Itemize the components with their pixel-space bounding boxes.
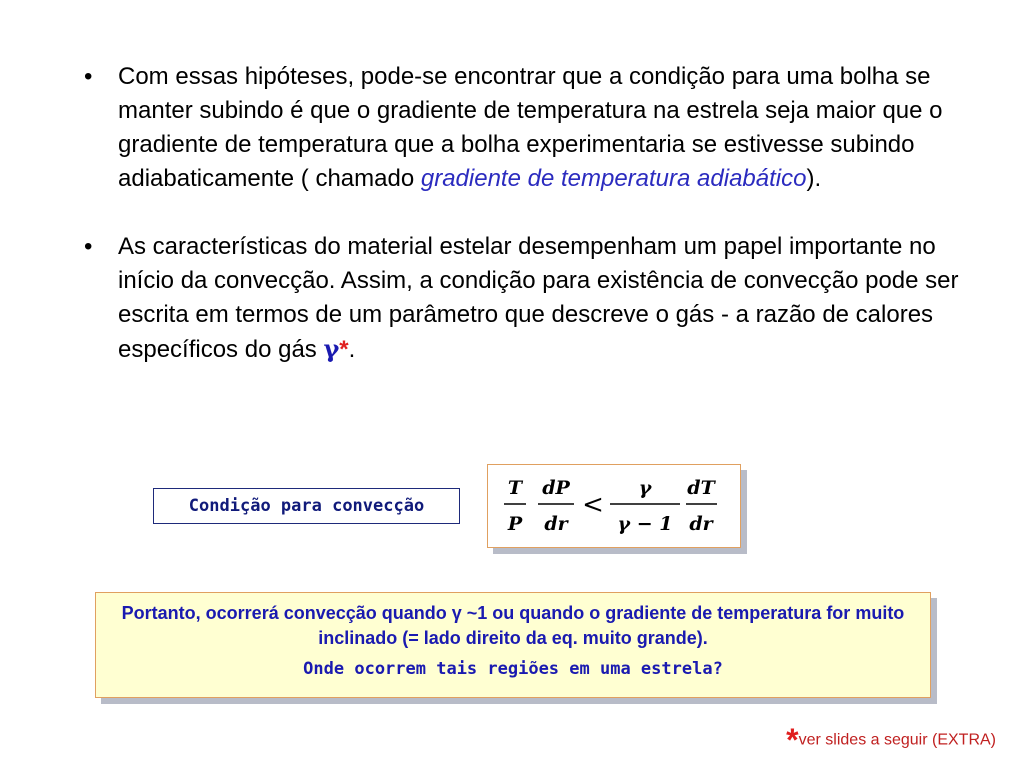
question-text: Onde ocorrem tais regiões em uma estrela? bbox=[303, 659, 723, 679]
conclusion-text: Portanto, ocorrerá convecção quando γ ~1 ou quando o gradiente de temperatura for muito inclinado (= lado direito da eq. muito grande). bbox=[121, 603, 905, 648]
footnote-text: ver slides a seguir (EXTRA) bbox=[798, 731, 996, 749]
eq-gamma-minus-1: γ − 1 bbox=[617, 513, 673, 535]
bullet-dot: • bbox=[84, 233, 93, 260]
gamma-symbol: γ bbox=[323, 334, 340, 363]
eq-less-than: < bbox=[582, 490, 604, 520]
bullet-tail: ). bbox=[806, 165, 822, 192]
eq-P: P bbox=[507, 513, 523, 535]
footnote bbox=[786, 722, 996, 759]
bullet-item-1 bbox=[84, 60, 974, 196]
eq-dT: dT bbox=[687, 477, 715, 499]
eq-dr: dr bbox=[544, 513, 568, 535]
eq-T: T bbox=[507, 477, 523, 499]
bullet-item-2 bbox=[84, 230, 974, 367]
bullet-text: Com essas hipóteses, pode-se encontrar que a condição para uma bolha se manter subindo é que o gradiente de temperatura na estrela seja maior que o gradiente de temperatura que a bolha experimentaria se estivesse subindo adiabaticamente ( chamado bbox=[118, 63, 943, 192]
emphasis-text: gradiente de temperatura adiabático bbox=[420, 165, 807, 192]
bullet-text: As características do material estelar desempenham um papel importante no início da convecção. Assim, a condição para existência de convecção pode ser escrita em termos de um parâmetro que descreve o gás - a razão de calores específicos do gás bbox=[118, 233, 959, 363]
bullet-list bbox=[84, 60, 974, 401]
eq-dP: dP bbox=[542, 477, 570, 499]
bullet-dot: • bbox=[84, 63, 93, 90]
conclusion-box bbox=[95, 592, 931, 698]
footnote-star-large: * bbox=[786, 722, 799, 758]
eq-gamma: γ bbox=[638, 477, 652, 499]
bullet-tail: . bbox=[348, 336, 356, 363]
footnote-star: * bbox=[339, 336, 349, 363]
eq-dr2: dr bbox=[689, 513, 713, 535]
condition-label: Condição para convecção bbox=[153, 488, 460, 524]
equation-box bbox=[487, 464, 741, 548]
convection-equation bbox=[488, 465, 740, 547]
